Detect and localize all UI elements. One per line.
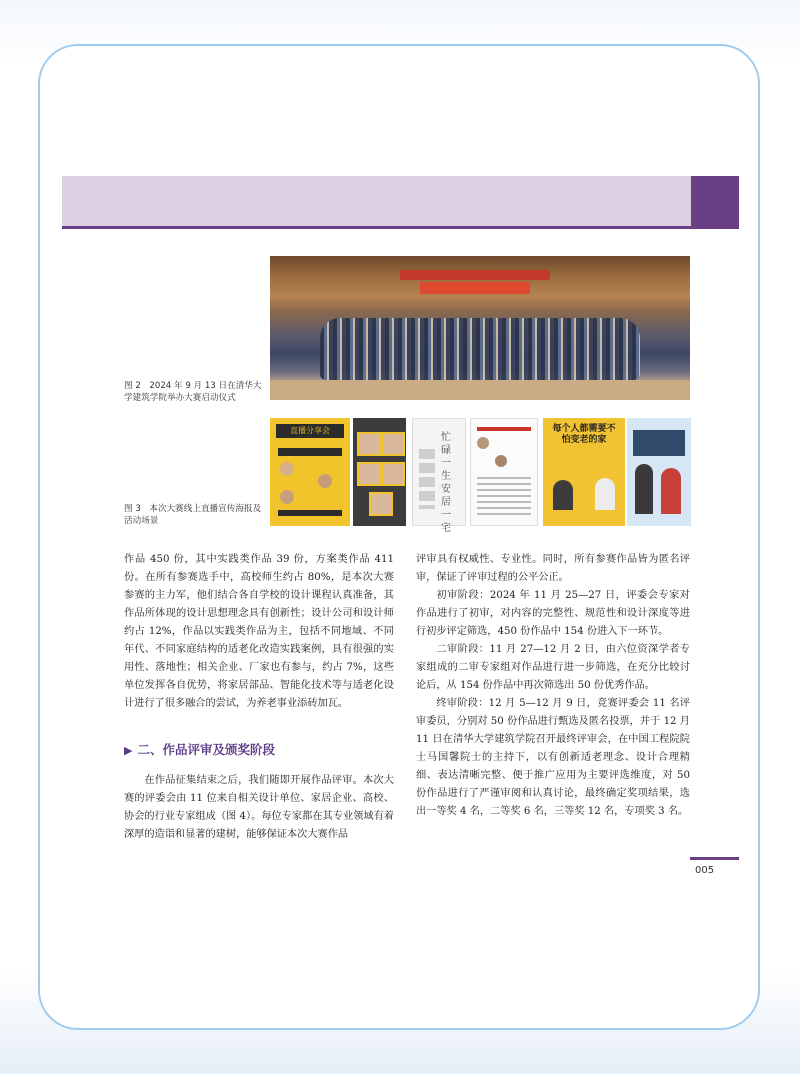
poster-3-photos xyxy=(419,449,435,509)
speaker-avatar xyxy=(495,455,507,467)
left-column-bottom xyxy=(124,772,394,844)
poster-1-title: 直播分享会 xyxy=(276,424,344,438)
header-bar xyxy=(62,176,691,226)
poster-1-line xyxy=(278,510,342,516)
participant-face xyxy=(357,432,381,456)
participant-face xyxy=(381,462,405,486)
poster-3-vertical-text: 忙碌一生 安居一宅 xyxy=(441,432,451,534)
livestream-poster-3 xyxy=(412,418,466,534)
section-heading-text: 二、作品评审及颁奖阶段 xyxy=(137,742,275,757)
right-paragraph-2: 初审阶段：2024 年 11 月 25—27 日，评委会专家对作品进行了初审，对内容的完整性、规范性和设计深度等进行初步评定筛选，450 份作品中 154 份进入下一环节。 xyxy=(416,590,690,637)
poster-4-text-lines xyxy=(477,477,531,517)
photo-banner xyxy=(400,270,550,280)
livestream-scene-6 xyxy=(627,418,691,526)
right-column xyxy=(416,551,690,821)
triangle-bullet-icon: ▶ xyxy=(124,744,133,757)
right-paragraph-3: 二审阶段：11 月 27—12 月 2 日，由六位资深学者专家组成的二审专家组对作品进行进一步筛选，在充分比较讨论后，从 154 份作品中再次筛选出 50 份优秀作品。 xyxy=(416,644,690,691)
right-paragraph-4: 终审阶段：12 月 5—12 月 9 日，竞赛评委会 11 名评审委员，分别对 50 份作品进行甄选及匿名投票，并于 12 月 11 日在清华大学建筑学院召开最终评审会，在中国工程院院士马国馨院士的主持下，以有创新适老理念、设计合理精细、表达清晰完整、便于推广应用为主要评选维度，对 50 份作品进行了严谨审阅和认真讨论，最终确定奖项结果，选出一等奖 4 名，二等奖 6 名，三等奖 12 名，专项奖 3 名。 xyxy=(416,698,690,817)
livestream-poster-4 xyxy=(470,418,538,526)
right-paragraph-1: 评审具有权威性、专业性。同时，所有参赛作品皆为匿名评审，保证了评审过程的公平公正。 xyxy=(416,554,690,583)
participant-face xyxy=(369,492,393,516)
left-column-top xyxy=(124,551,394,713)
poster-5-title: 每个人都需要不怕变老的家 xyxy=(552,424,616,445)
speaker-avatar xyxy=(318,474,332,488)
page-number: 005 xyxy=(695,865,715,876)
livestream-poster-1 xyxy=(270,418,350,526)
participant-face xyxy=(381,432,405,456)
speaker-figure xyxy=(595,478,615,510)
photo-floor xyxy=(270,380,690,400)
speaker-avatar xyxy=(280,462,294,476)
launch-ceremony-photo xyxy=(270,256,690,400)
left-paragraph-1: 作品 450 份，其中实践类作品 39 份，方案类作品 411 份。在所有参赛选手中，高校师生约占 80%，是本次大赛参赛的主力军，他们结合各自学校的设计课程认真准备，其作品所体现的设计思想理念具有创新性；设计公司和设计师约占 12%，作品以实践类作品为主，包括不同地域、不同年代、不同家庭结构的适老化改造实践案例，具有很强的实用性、落地性；相关企业、厂家也有参与，约占 7%，这些单位发挥各自优势，将家居部品、智能化技术等与适老化设计进行了很多融合的尝试，为养老事业添砖加瓦。 xyxy=(124,554,394,709)
scene-screen xyxy=(633,430,685,456)
scene-person xyxy=(635,464,653,514)
speaker-figure xyxy=(553,480,573,510)
speaker-avatar xyxy=(477,437,489,449)
left-paragraph-2: 在作品征集结束之后，我们随即开展作品评审。本次大赛的评委会由 11 位来自相关设计单位、家居企业、高校、协会的行业专家组成（图 4）。每位专家都在其专业领域有着深厚的造诣和显著的建树，能够保证本次大赛作品 xyxy=(124,775,394,840)
header-accent-block xyxy=(691,176,739,226)
figure-3-caption: 图 3 本次大赛线上直播宣传海报及活动场景 xyxy=(124,504,262,526)
photo-screen xyxy=(420,282,530,294)
scene-person xyxy=(661,468,681,514)
participant-face xyxy=(357,462,381,486)
figure-2-caption: 图 2 2024 年 9 月 13 日在清华大学建筑学院举办大赛启动仪式 xyxy=(124,381,262,403)
header-rule xyxy=(62,226,739,229)
speaker-avatar xyxy=(280,490,294,504)
poster-1-line xyxy=(278,448,342,456)
poster-4-header xyxy=(477,427,531,431)
photo-crowd xyxy=(320,318,640,380)
livestream-poster-5 xyxy=(543,418,625,526)
section-heading xyxy=(124,740,275,758)
page-number-rule xyxy=(690,857,739,860)
livestream-screen-2 xyxy=(353,418,406,526)
